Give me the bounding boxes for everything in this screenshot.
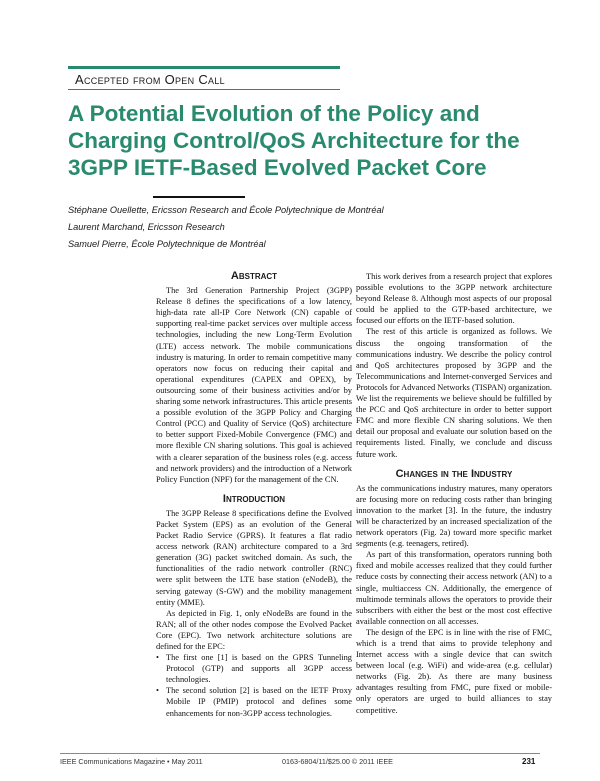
right-paragraph-2: The rest of this article is organized as follows. We discuss the ongoing transformation of the communications industry. We describe the policy control and QoS architectures proposed by 3GPP and the Telecommunications and Internet-converged Services and Protocols for Advanced Networks (TISPAN) organization. We list the requirements we believe should be fulfilled by the PCC and QoS architecture in order to better support FMC and more flexible CN sharing solutions. We then detail our proposal and evaluate our solution based on the requirements listed. Finally, we conclude and discuss future work. — [356, 327, 552, 459]
list-item: • The second solution [2] is based on the IETF Proxy Mobile IP (PMIP) protocol and defines some enhancements for non-3GPP access technologies. — [156, 686, 352, 718]
intro-paragraph-1: The 3GPP Release 8 specifications define the Evolved Packet System (EPS) as an evolution of the General Packet Radio Service (GPRS). It features a flat radio access network (RAN) architecture compared to a 3rd generation (3G) packet switched domain. As such, the functionalities of the radio network controller (RNC) were split between the LTE base station (eNodeB), the serving gateway (S-GW) and the mobility management entity (MME). — [156, 508, 352, 607]
right-column — [356, 271, 552, 716]
author-line-3: Samuel Pierre, École Polytechnique de Montréal — [68, 239, 266, 249]
intro-paragraph-2: As depicted in Fig. 1, only eNodeBs are found in the RAN; all of the other nodes compose the Evolved Packet Core (EPC). Two network architecture solutions are defined for the EPC: — [156, 608, 352, 651]
right-paragraph-1: This work derives from a research project that explores possible evolutions to the 3GPP network architecture beyond Release 8. Although most aspects of our proposal could be applied to the GTP-based architecture, we focused our efforts on the IETF-based solution. — [356, 272, 552, 326]
footer-copyright: 0163-6804/11/$25.00 © 2011 IEEE — [282, 757, 393, 766]
title-rule — [153, 196, 245, 198]
page-number: 231 — [522, 757, 536, 766]
list-item: • The first one [1] is based on the GPRS Tunneling Protocol (GTP) and supports all 3GPP access technologies. — [156, 653, 352, 685]
changes-paragraph-2: As part of this transformation, operators running both fixed and mobile accesses realized that they could further reduce costs by connecting their access network (AN) to a single, multiaccess CN. Additionally, the emergence of multimode terminals allows the operators to provide their subscribers with either the best or the most cost effective available connection on all accesses. — [356, 550, 552, 626]
article-title: A Potential Evolution of the Policy and Charging Control/QoS Architecture for the 3GPP IETF-Based Evolved Packet Core — [68, 101, 520, 180]
abstract-text: The 3rd Generation Partnership Project (3GPP) Release 8 defines the specifications of a low latency, high-data rate all-IP Core Network (CN) capable of supporting real-time packet services over multiple access technologies, including the new Long-Term Evolution (LTE) access network. The mobile communications industry is maturing. In order to remain competitive many operators now focus on reducing their capital and operational expenditures (CAPEX and OPEX), by outsourcing some of their business activities and/or by sharing some network infrastructures. This article presents a possible evolution of the 3GPP Policy and Charging Control (PCC) and Quality of Service (QoS) architecture to better support Fixed-Mobile Convergence (FMC) and more flexible CN sharing solutions. This goal is achieved with a clearer separation of the business roles (e.g. access and network providers) and the introduction of a Network Policy Function (NPF) for the management of the CN. — [156, 286, 352, 484]
changes-heading: Changes in the Industry — [395, 467, 513, 480]
abstract-heading: Abstract — [230, 270, 278, 282]
section-accent-bar — [68, 66, 340, 69]
footer-journal: IEEE Communications Magazine • May 2011 — [60, 757, 203, 766]
changes-paragraph-3: The design of the EPC is in line with the rise of FMC, which is a trend that aims to provide telephony and Internet access with a single device that can switch between local (e.g. WiFi) and wide-area (e.g. cellular) networks (Fig. 2b). As there are many business advantages resulting from FMC, pure fixed or mobile-only operators are urged to build alliances to stay competitive. — [356, 627, 552, 715]
section-label: Accepted from Open Call — [75, 72, 225, 87]
footer-rule — [60, 753, 540, 754]
section-rule — [68, 89, 340, 90]
intro-bullet-list — [156, 652, 352, 719]
changes-paragraph-1: As the communications industry matures, many operators are focusing more on reducing costs rather than bringing innovation to the market [3]. In the future, the industry will be characterized by an increased specialization of the network operators (Fig. 2a) toward more specific market segments (e.g. teenagers, retired). — [356, 483, 552, 549]
left-column — [156, 271, 352, 719]
introduction-heading: Introduction — [222, 492, 286, 505]
author-line-2: Laurent Marchand, Ericsson Research — [68, 222, 225, 232]
author-line-1: Stéphane Ouellette, Ericsson Research and École Polytechnique de Montréal — [68, 205, 384, 215]
